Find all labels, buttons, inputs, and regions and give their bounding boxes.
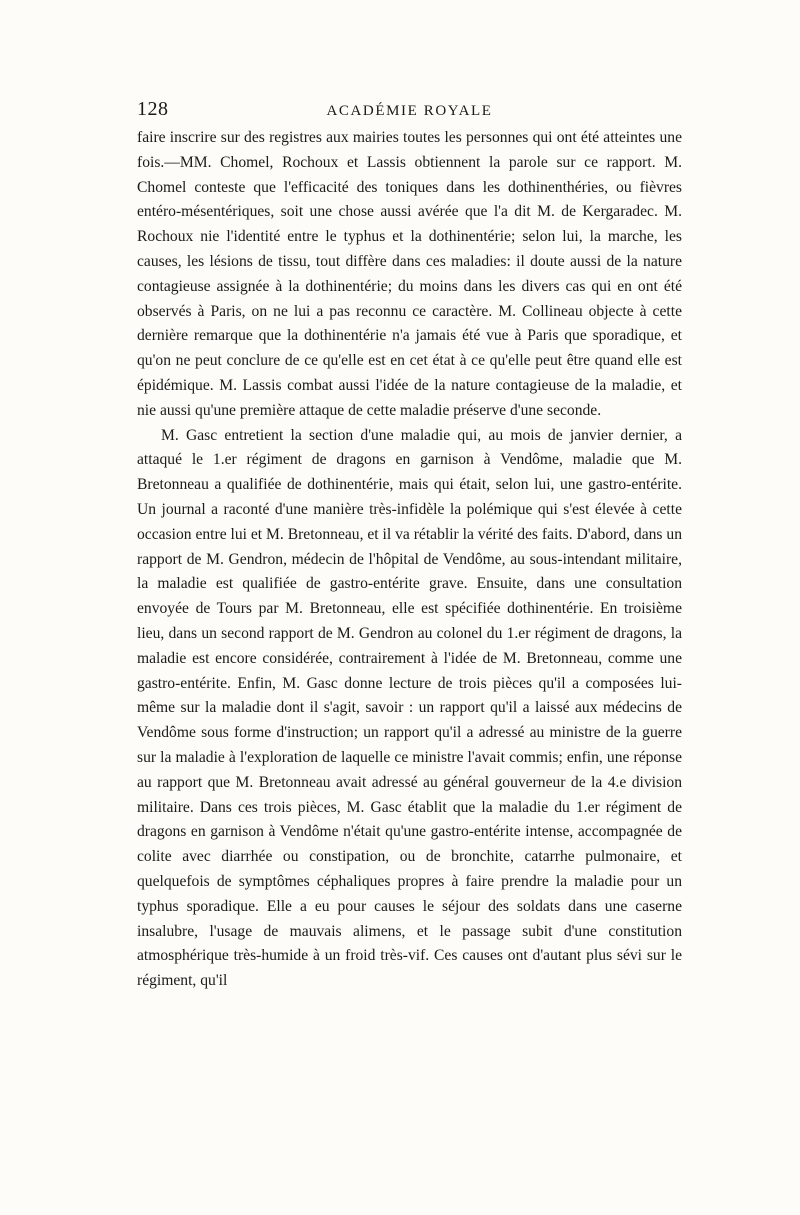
page-header <box>137 96 682 122</box>
body-text <box>137 126 682 994</box>
page-number: 128 <box>137 98 169 120</box>
running-head: ACADÉMIE ROYALE <box>326 103 493 119</box>
paragraph: M. Gasc entretient la section d'une maladie qui, au mois de janvier dernier, a attaqué le 1.er régiment de dragons en garnison à Vendôme, maladie que M. Bretonneau a qualifiée de dothinentérie, mais qui était, selon lui, une gastro-entérite. Un journal a raconté d'une manière très-infidèle la polémique qui s'est élevée à cette occasion entre lui et M. Bretonneau, et il va rétablir la vérité des faits. D'abord, dans un rapport de M. Gendron, médecin de l'hôpital de Vendôme, au sous-intendant militaire, la maladie est qualifiée de gastro-entérite grave. Ensuite, dans une consultation envoyée de Tours par M. Bretonneau, elle est spécifiée dothinentérie. En troisième lieu, dans un second rapport de M. Gendron au colonel du 1.er régiment de dragons, la maladie est encore considérée, contrairement à l'idée de M. Bretonneau, comme une gastro-entérite. Enfin, M. Gasc donne lecture de trois pièces qu'il a composées lui-même sur la maladie dont il s'agit, savoir : un rapport qu'il a laissé aux médecins de Vendôme sous forme d'instruction; un rapport qu'il a adressé au ministre de la guerre sur la maladie à l'exploration de laquelle ce ministre l'avait commis; enfin, une réponse au rapport que M. Bretonneau avait adressé au général gouverneur de la 4.e division militaire. Dans ces trois pièces, M. Gasc établit que la maladie du 1.er régiment de dragons en garnison à Vendôme n'était qu'une gastro-entérite intense, accompagnée de colite avec diarrhée ou constipation, ou de bronchite, catarrhe pulmonaire, et quelquefois de symptômes céphaliques propres à faire prendre la maladie pour un typhus sporadique. Elle a eu pour causes le séjour des soldats dans une caserne insalubre, l'usage de mauvais alimens, et le passage subit d'une constitution atmosphérique très-humide à un froid très-vif. Ces causes ont d'autant plus sévi sur le régiment, qu'il <box>137 426 682 990</box>
paragraph: faire inscrire sur des registres aux mairies toutes les personnes qui ont été atteintes une fois.—MM. Chomel, Rochoux et Lassis obtiennent la parole sur ce rapport. M. Chomel conteste que l'efficacité des toniques dans les dothinenthéries, ou fièvres entéro-mésentériques, soit une chose aussi avérée que l'a dit M. de Kergaradec. M. Rochoux nie l'identité entre le typhus et la dothinentérie; selon lui, la marche, les causes, les lésions de tissu, tout diffère dans ces maladies: il doute aussi de la nature contagieuse assignée à la dothinentérie; du moins dans les divers cas qui en ont été observés à Paris, on ne lui a pas reconnu ce caractère. M. Collineau objecte à cette dernière remarque que la dothinentérie n'a jamais été vue à Paris que sporadique, et qu'on ne peut conclure de ce qu'elle est en cet état à ce qu'elle peut être quand elle est épidémique. M. Lassis combat aussi l'idée de la nature contagieuse de la maladie, et nie aussi qu'une première attaque de cette maladie préserve d'une seconde. <box>137 129 682 419</box>
